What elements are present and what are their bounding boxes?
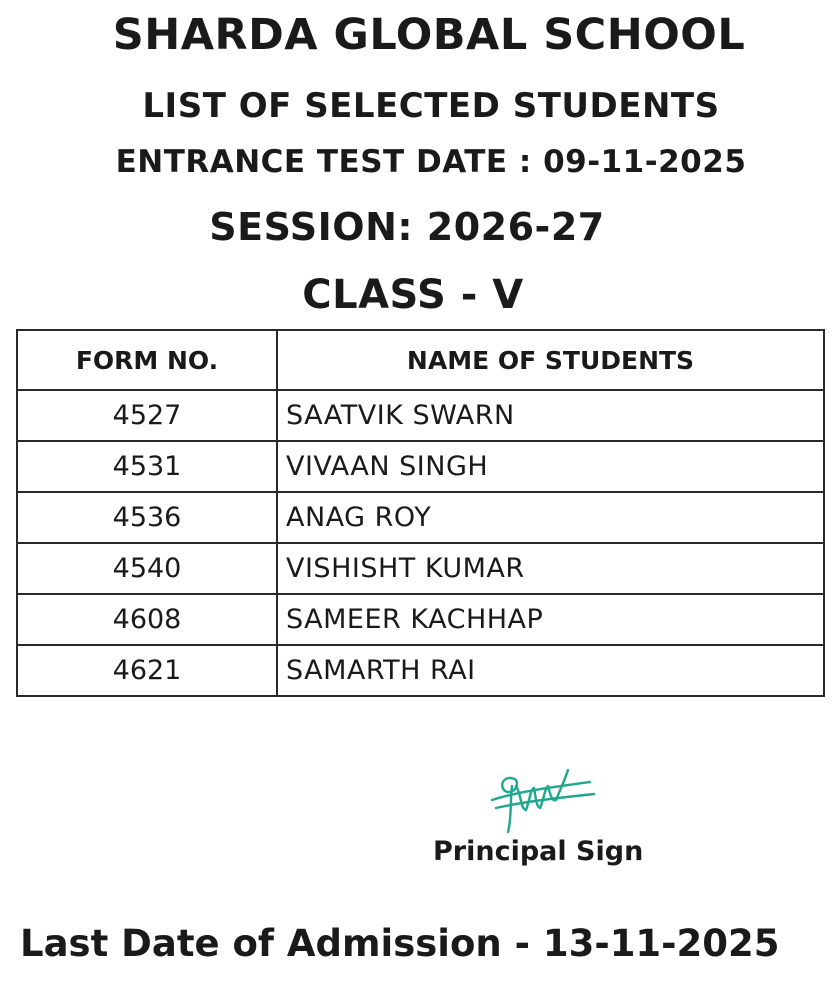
form-no-cell: 4531 [17,441,277,492]
table-row [17,594,824,645]
session: SESSION: 2026-27 [209,205,605,249]
form-no-cell: 4536 [17,492,277,543]
table-row [17,543,824,594]
principal-signature-image [486,760,598,840]
column-header-name: NAME OF STUDENTS [277,330,824,390]
form-no-cell: 4621 [17,645,277,696]
form-no-cell: 4608 [17,594,277,645]
last-date-of-admission: Last Date of Admission - 13-11-2025 [20,922,780,965]
class-name: CLASS - V [302,272,524,318]
table-header-row [17,330,824,390]
student-name-cell: SAMARTH RAI [277,645,824,696]
table-row [17,390,824,441]
table-row [17,645,824,696]
student-name-cell: VIVAAN SINGH [277,441,824,492]
student-name-cell: ANAG ROY [277,492,824,543]
table-row [17,492,824,543]
selected-students-table [16,329,825,697]
column-header-form-no: FORM NO. [17,330,277,390]
student-name-cell: SAATVIK SWARN [277,390,824,441]
school-name: SHARDA GLOBAL SCHOOL [112,10,746,60]
form-no-cell: 4527 [17,390,277,441]
table-row [17,441,824,492]
student-name-cell: VISHISHT KUMAR [277,543,824,594]
student-name-cell: SAMEER KACHHAP [277,594,824,645]
list-title: LIST OF SELECTED STUDENTS [142,86,720,126]
entrance-test-date: ENTRANCE TEST DATE : 09-11-2025 [115,144,747,180]
principal-sign-label: Principal Sign [433,836,644,867]
form-no-cell: 4540 [17,543,277,594]
